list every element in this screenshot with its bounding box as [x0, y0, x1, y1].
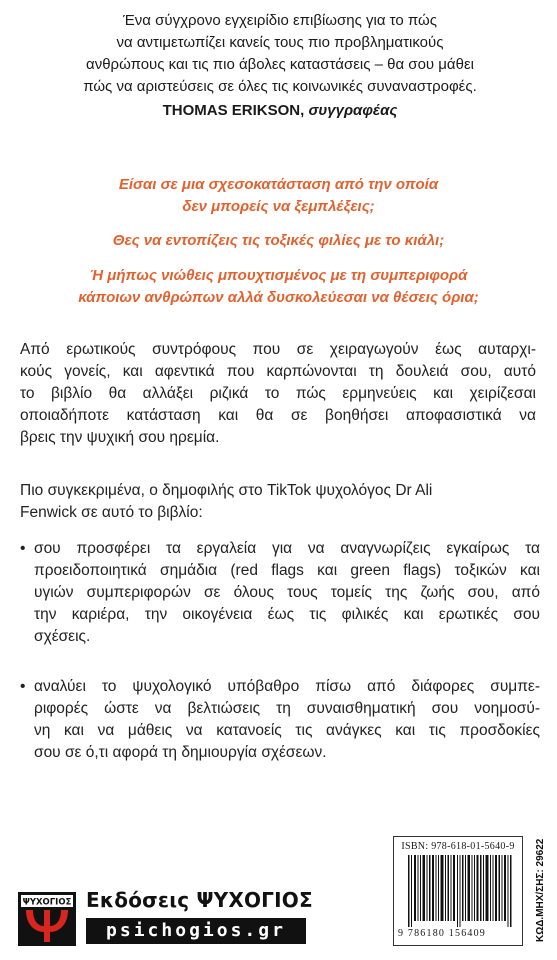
bullet-marker: • — [20, 540, 26, 557]
paragraph-line: το βιβλίο θα αλλάξει ριζικά το πώς ερμηνεύεις και χειρίζεσαι — [20, 385, 536, 402]
bullet-line: αναλύει το ψυχολογικό υπόβαθρο πίσω από διάφορες συμπε- — [34, 678, 540, 695]
endorsement-quote — [40, 10, 520, 122]
bullet-line: υγιών συμπεριφορών σε όλους τους τομείς της ζωής σου, από — [34, 584, 540, 601]
bullet-line: προειδοποιητικά σημάδια (red flags και green flags) τοξικών και — [34, 562, 540, 579]
question-line: Ή μήπως νιώθεις μπουχτισμένος με τη συμπεριφορά — [89, 267, 468, 284]
question-3 — [20, 265, 537, 309]
paragraph-line: βρεις την ψυχική σου ηρεμία. — [20, 429, 220, 446]
publisher-name: Εκδόσεις ΨΥΧΟΓΙΟΣ — [86, 888, 313, 912]
barcode-digits: 9 786180 156409 — [398, 928, 486, 939]
intro-paragraph — [20, 480, 536, 524]
paragraph-line: Από ερωτικούς συντρόφους που σε χειραγωγούν έως αυταρχι- — [20, 341, 536, 358]
description-paragraph — [20, 339, 536, 449]
paragraph-line: κούς γονείς, και αφεντικά που καρπώνονται τη δουλειά σου, αυτό — [20, 363, 536, 380]
quote-line: ανθρώπους και τις πιο άβολες καταστάσεις – θα σου μάθει — [86, 56, 474, 73]
bullet-line: σου σε ό,τι αφορά τη δημιουργία σχέσεων. — [34, 744, 327, 761]
product-code: ΚΩΔ.ΜΗΧ/ΣΗΣ: 29622 — [535, 838, 546, 942]
publisher-logo-icon — [18, 892, 76, 946]
bullet-line: σου προσφέρει τα εργαλεία για να αναγνωρίζεις εγκαίρως τα — [34, 540, 540, 557]
logo-text: ΨΥΧΟΓΙΟΣ — [22, 897, 72, 908]
quote-line: να αντιμετωπίζει κανείς τους πιο προβληματικούς — [116, 34, 444, 51]
quote-line: πώς να αριστεύσεις σε όλες τις κοινωνικές συναναστροφές. — [83, 78, 477, 95]
barcode — [393, 836, 523, 946]
isbn-number: ISBN: 978-618-01-5640-9 — [401, 841, 515, 852]
paragraph-line: Πιο συγκεκριμένα, ο δημοφιλής στο TikTok ψυχολόγος Dr Ali — [20, 482, 433, 499]
bullet-line: ριφορές ώστε να βελτιώσεις τη συναισθηματική σου νοημοσύ- — [34, 700, 540, 717]
bullet-line: σχέσεις. — [34, 628, 91, 645]
quote-author — [40, 100, 520, 122]
question-line: Θες να εντοπίζεις τις τοξικές φιλίες με το κιάλι; — [112, 232, 445, 249]
paragraph-line: οποιαδήποτε κατάσταση και θα σε βοηθήσει αποφασιστικά να — [20, 407, 536, 424]
question-line: κάποιων ανθρώπων αλλά δυσκολεύεσαι να θέσεις όρια; — [78, 289, 479, 306]
author-name: THOMAS ERIKSON, — [162, 102, 305, 119]
question-1 — [20, 174, 537, 218]
question-line: δεν μπορείς να ξεμπλέξεις; — [182, 198, 375, 215]
question-line: Είσαι σε μια σχεσοκατάσταση από την οποία — [118, 176, 439, 193]
quote-line: Ένα σύγχρονο εγχειρίδιο επιβίωσης για το πώς — [123, 12, 437, 29]
bullet-line: νη και να μάθεις να κατανοείς τις ανάγκες και τις προσδοκίες — [34, 722, 540, 739]
bullet-marker: • — [20, 678, 26, 695]
paragraph-line: Fenwick σε αυτό το βιβλίο: — [20, 504, 203, 521]
bullet-item — [20, 676, 540, 764]
barcode-bars — [408, 855, 512, 927]
author-role: συγγραφέας — [308, 102, 398, 119]
bullet-item — [20, 538, 540, 648]
bullet-line: την καριέρα, την οικογένεια έως τις φιλικές και ερωτικές σου — [34, 606, 540, 623]
publisher-website: psichogios.gr — [86, 918, 306, 944]
question-2 — [20, 230, 537, 252]
